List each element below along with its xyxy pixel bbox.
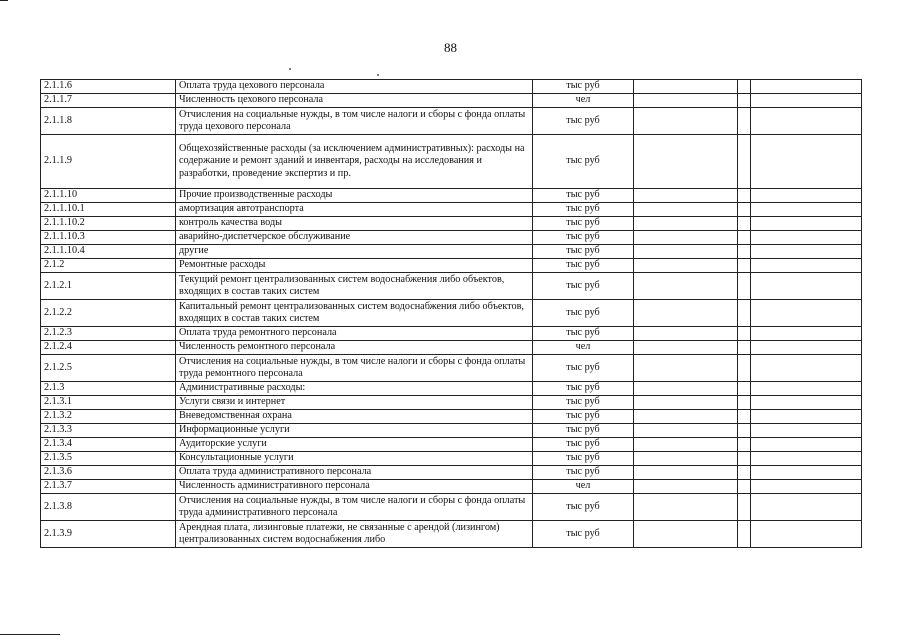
row-code-cell: 2.1.1.10.2 (41, 217, 176, 231)
row-name-cell: Общехозяйственные расходы (за исключением административных): расходы на содержание и ремонт зданий и инвентаря, расходы на исследования и разработки, проведение экспертиз и пр. (176, 135, 533, 189)
row-value-cell-2 (738, 327, 751, 341)
row-value-cell-2 (738, 452, 751, 466)
row-unit-cell: тыс руб (533, 466, 634, 480)
row-code-cell: 2.1.1.9 (41, 135, 176, 189)
row-code-cell: 2.1.3.5 (41, 452, 176, 466)
row-code-cell: 2.1.3.1 (41, 396, 176, 410)
row-name-cell: Отчисления на социальные нужды, в том числе налоги и сборы с фонда оплаты труда цехового персонала (176, 108, 533, 135)
scan-edge-mark-top (0, 0, 8, 1)
row-unit-cell: тыс руб (533, 231, 634, 245)
row-name-cell: Численность цехового персонала (176, 94, 533, 108)
row-value-cell-1 (634, 327, 738, 341)
row-code-cell: 2.1.3.6 (41, 466, 176, 480)
row-value-cell-2 (738, 300, 751, 327)
table-row (41, 259, 862, 273)
row-value-cell-3 (751, 108, 862, 135)
row-code-cell: 2.1.3.9 (41, 521, 176, 548)
row-code-cell: 2.1.1.8 (41, 108, 176, 135)
row-unit-cell: тыс руб (533, 424, 634, 438)
table-row (41, 355, 862, 382)
row-value-cell-2 (738, 259, 751, 273)
row-value-cell-3 (751, 203, 862, 217)
row-value-cell-2 (738, 273, 751, 300)
row-name-cell: Ремонтные расходы (176, 259, 533, 273)
row-unit-cell: тыс руб (533, 438, 634, 452)
row-name-cell: Арендная плата, лизинговые платежи, не связанные с арендой (лизингом) централизованных систем водоснабжения либо (176, 521, 533, 548)
row-name-cell: Отчисления на социальные нужды, в том числе налоги и сборы с фонда оплаты труда ремонтного персонала (176, 355, 533, 382)
row-value-cell-3 (751, 189, 862, 203)
row-value-cell-3 (751, 94, 862, 108)
row-value-cell-1 (634, 273, 738, 300)
row-value-cell-1 (634, 80, 738, 94)
row-unit-cell: тыс руб (533, 521, 634, 548)
row-value-cell-3 (751, 273, 862, 300)
table-row (41, 382, 862, 396)
row-value-cell-1 (634, 494, 738, 521)
table-row (41, 396, 862, 410)
table-row (41, 452, 862, 466)
row-value-cell-2 (738, 494, 751, 521)
row-value-cell-3 (751, 259, 862, 273)
row-value-cell-2 (738, 410, 751, 424)
table-row (41, 466, 862, 480)
row-value-cell-1 (634, 521, 738, 548)
row-value-cell-3 (751, 355, 862, 382)
row-value-cell-3 (751, 438, 862, 452)
row-name-cell: Консультационные услуги (176, 452, 533, 466)
row-value-cell-2 (738, 135, 751, 189)
row-unit-cell: чел (533, 94, 634, 108)
table-row (41, 245, 862, 259)
row-value-cell-3 (751, 341, 862, 355)
row-value-cell-2 (738, 245, 751, 259)
scan-speck (377, 74, 379, 76)
table-row (41, 94, 862, 108)
row-code-cell: 2.1.1.7 (41, 94, 176, 108)
row-value-cell-2 (738, 396, 751, 410)
table-row (41, 480, 862, 494)
row-unit-cell: тыс руб (533, 382, 634, 396)
row-unit-cell: тыс руб (533, 494, 634, 521)
scan-speck (289, 68, 291, 70)
row-value-cell-3 (751, 480, 862, 494)
row-value-cell-3 (751, 396, 862, 410)
row-code-cell: 2.1.1.6 (41, 80, 176, 94)
row-unit-cell: тыс руб (533, 396, 634, 410)
row-value-cell-1 (634, 94, 738, 108)
table-row (41, 494, 862, 521)
table-row (41, 217, 862, 231)
row-code-cell: 2.1.3.3 (41, 424, 176, 438)
row-value-cell-3 (751, 494, 862, 521)
row-code-cell: 2.1.2.2 (41, 300, 176, 327)
row-unit-cell: тыс руб (533, 273, 634, 300)
row-value-cell-1 (634, 466, 738, 480)
row-name-cell: аварийно-диспетчерское обслуживание (176, 231, 533, 245)
table-row (41, 327, 862, 341)
row-unit-cell: чел (533, 341, 634, 355)
row-name-cell: Административные расходы: (176, 382, 533, 396)
table-row (41, 108, 862, 135)
row-code-cell: 2.1.2.5 (41, 355, 176, 382)
row-name-cell: Прочие производственные расходы (176, 189, 533, 203)
row-value-cell-1 (634, 424, 738, 438)
row-unit-cell: тыс руб (533, 245, 634, 259)
table-row (41, 521, 862, 548)
row-code-cell: 2.1.3 (41, 382, 176, 396)
row-unit-cell: тыс руб (533, 452, 634, 466)
row-code-cell: 2.1.2 (41, 259, 176, 273)
row-name-cell: Оплата труда административного персонала (176, 466, 533, 480)
row-code-cell: 2.1.3.8 (41, 494, 176, 521)
table-row (41, 410, 862, 424)
row-value-cell-3 (751, 245, 862, 259)
row-code-cell: 2.1.1.10 (41, 189, 176, 203)
row-value-cell-3 (751, 410, 862, 424)
row-value-cell-1 (634, 300, 738, 327)
table-row (41, 203, 862, 217)
row-code-cell: 2.1.1.10.4 (41, 245, 176, 259)
row-unit-cell: тыс руб (533, 327, 634, 341)
row-code-cell: 2.1.3.2 (41, 410, 176, 424)
row-value-cell-3 (751, 424, 862, 438)
row-value-cell-3 (751, 452, 862, 466)
row-value-cell-3 (751, 521, 862, 548)
row-unit-cell: тыс руб (533, 217, 634, 231)
row-value-cell-1 (634, 217, 738, 231)
row-name-cell: Отчисления на социальные нужды, в том числе налоги и сборы с фонда оплаты труда административного персонала (176, 494, 533, 521)
row-value-cell-2 (738, 424, 751, 438)
row-unit-cell: тыс руб (533, 108, 634, 135)
row-name-cell: Аудиторские услуги (176, 438, 533, 452)
table-row (41, 341, 862, 355)
row-value-cell-2 (738, 217, 751, 231)
row-value-cell-1 (634, 108, 738, 135)
table-row (41, 300, 862, 327)
row-value-cell-3 (751, 217, 862, 231)
row-value-cell-2 (738, 189, 751, 203)
row-name-cell: Текущий ремонт централизованных систем водоснабжения либо объектов, входящих в состав таких систем (176, 273, 533, 300)
table-row (41, 273, 862, 300)
table-row (41, 135, 862, 189)
row-value-cell-1 (634, 438, 738, 452)
scan-edge-mark-bottom (0, 634, 60, 635)
row-value-cell-2 (738, 355, 751, 382)
row-unit-cell: тыс руб (533, 410, 634, 424)
row-name-cell: Оплата труда цехового персонала (176, 80, 533, 94)
row-unit-cell: тыс руб (533, 189, 634, 203)
row-name-cell: Оплата труда ремонтного персонала (176, 327, 533, 341)
row-code-cell: 2.1.2.3 (41, 327, 176, 341)
row-unit-cell: тыс руб (533, 355, 634, 382)
table-row (41, 231, 862, 245)
row-name-cell: Численность ремонтного персонала (176, 341, 533, 355)
row-value-cell-3 (751, 231, 862, 245)
row-value-cell-1 (634, 189, 738, 203)
row-unit-cell: чел (533, 480, 634, 494)
row-value-cell-2 (738, 480, 751, 494)
row-value-cell-1 (634, 480, 738, 494)
row-value-cell-1 (634, 396, 738, 410)
row-value-cell-2 (738, 203, 751, 217)
row-code-cell: 2.1.3.7 (41, 480, 176, 494)
table-row (41, 438, 862, 452)
row-value-cell-2 (738, 521, 751, 548)
row-code-cell: 2.1.2.4 (41, 341, 176, 355)
row-value-cell-3 (751, 80, 862, 94)
row-name-cell: Вневедомственная охрана (176, 410, 533, 424)
row-value-cell-1 (634, 231, 738, 245)
row-value-cell-1 (634, 203, 738, 217)
row-code-cell: 2.1.1.10.1 (41, 203, 176, 217)
table-row (41, 424, 862, 438)
row-unit-cell: тыс руб (533, 135, 634, 189)
row-value-cell-2 (738, 438, 751, 452)
row-code-cell: 2.1.2.1 (41, 273, 176, 300)
table-body (41, 80, 862, 548)
row-name-cell: Информационные услуги (176, 424, 533, 438)
row-value-cell-2 (738, 231, 751, 245)
row-value-cell-1 (634, 382, 738, 396)
row-name-cell: амортизация автотранспорта (176, 203, 533, 217)
row-name-cell: Капитальный ремонт централизованных систем водоснабжения либо объектов, входящих в состав таких систем (176, 300, 533, 327)
row-value-cell-2 (738, 80, 751, 94)
row-value-cell-3 (751, 327, 862, 341)
row-code-cell: 2.1.3.4 (41, 438, 176, 452)
table-row (41, 189, 862, 203)
cost-items-table (40, 79, 862, 548)
row-name-cell: другие (176, 245, 533, 259)
row-value-cell-1 (634, 341, 738, 355)
row-value-cell-1 (634, 355, 738, 382)
row-code-cell: 2.1.1.10.3 (41, 231, 176, 245)
table-row (41, 80, 862, 94)
row-value-cell-2 (738, 341, 751, 355)
row-value-cell-2 (738, 108, 751, 135)
row-value-cell-2 (738, 382, 751, 396)
row-value-cell-3 (751, 466, 862, 480)
row-value-cell-3 (751, 382, 862, 396)
row-unit-cell: тыс руб (533, 203, 634, 217)
row-unit-cell: тыс руб (533, 80, 634, 94)
row-value-cell-1 (634, 259, 738, 273)
row-value-cell-1 (634, 245, 738, 259)
row-value-cell-3 (751, 300, 862, 327)
row-name-cell: Численность административного персонала (176, 480, 533, 494)
row-unit-cell: тыс руб (533, 300, 634, 327)
row-value-cell-1 (634, 452, 738, 466)
row-unit-cell: тыс руб (533, 259, 634, 273)
row-value-cell-1 (634, 410, 738, 424)
row-value-cell-2 (738, 466, 751, 480)
row-value-cell-3 (751, 135, 862, 189)
row-value-cell-1 (634, 135, 738, 189)
row-value-cell-2 (738, 94, 751, 108)
page-number: 88 (444, 40, 457, 55)
row-name-cell: Услуги связи и интернет (176, 396, 533, 410)
row-name-cell: контроль качества воды (176, 217, 533, 231)
